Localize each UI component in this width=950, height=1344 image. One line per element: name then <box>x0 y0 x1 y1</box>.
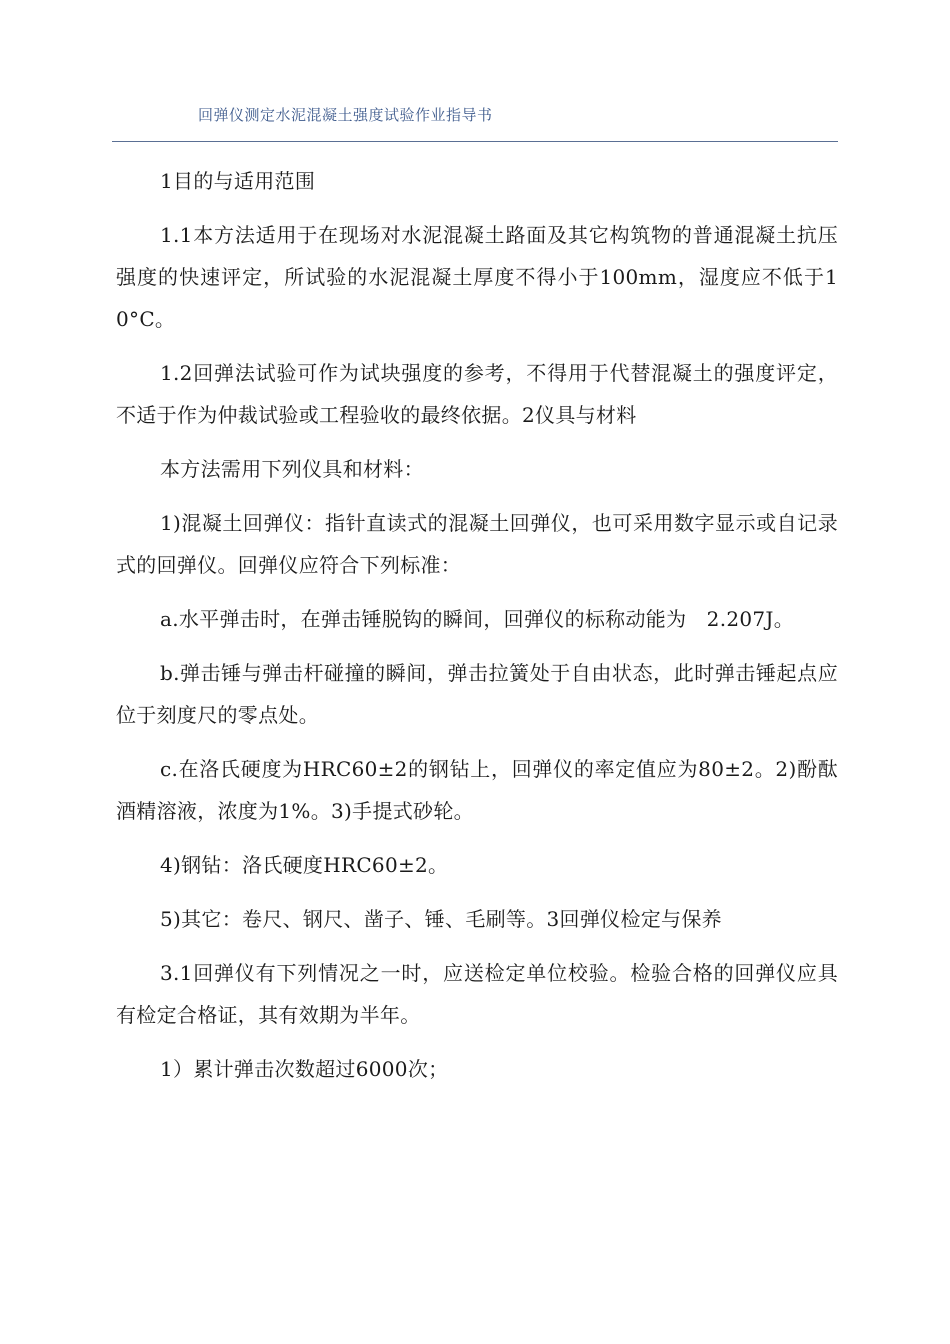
section-heading-purpose-scope: 1目的与适用范围 <box>160 169 316 193</box>
paragraph-materials-intro: 本方法需用下列仪具和材料： <box>160 457 424 481</box>
paragraph-3-1-verification: 3.1回弹仪有下列情况之一时，应送检定单位校验。检验合格的回弹仪应具有检定合格证，其有效期为半年。 <box>116 961 838 1027</box>
list-item-a-nominal-energy: a.水平弹击时，在弹击锤脱钩的瞬间，回弹仪的标称动能为 2.207J。 <box>160 607 795 631</box>
document-header-title: 回弹仪测定水泥混凝土强度试验作业指导书 <box>198 106 493 124</box>
paragraph-1-1-scope: 1.1本方法适用于在现场对水泥混凝土路面及其它构筑物的普通混凝土抗压强度的快速评定，所试验的水泥混凝土厚度不得小于100mm，湿度应不低于10°C。 <box>116 223 838 331</box>
paragraph-1-2-limitations: 1.2回弹法试验可作为试块强度的参考，不得用于代替混凝土的强度评定，不适于作为仲裁试验或工程验收的最终依据。2仪具与材料 <box>116 361 838 427</box>
list-item-other-tools: 5)其它：卷尺、钢尺、凿子、锤、毛刷等。3回弹仪检定与保养 <box>160 907 722 931</box>
list-item-steel-anvil: 4)钢钻：洛氏硬度HRC60±2。 <box>160 853 449 877</box>
list-item-impact-count: 1）累计弹击次数超过6000次； <box>160 1057 449 1081</box>
list-item-b-hammer-start: b.弹击锤与弹击杆碰撞的瞬间，弹击拉簧处于自由状态，此时弹击锤起点应位于刻度尺的零点处。 <box>116 661 838 727</box>
list-item-c-calibration: c.在洛氏硬度为HRC60±2的钢钻上，回弹仪的率定值应为80±2。2)酚酞酒精溶液，浓度为1%。3)手提式砂轮。 <box>116 757 838 823</box>
list-item-rebound-hammer: 1)混凝土回弹仪：指针直读式的混凝土回弹仪，也可采用数字显示或自记录式的回弹仪。回弹仪应符合下列标准： <box>116 511 838 577</box>
header-divider <box>112 141 838 142</box>
document-body <box>116 160 838 1102</box>
